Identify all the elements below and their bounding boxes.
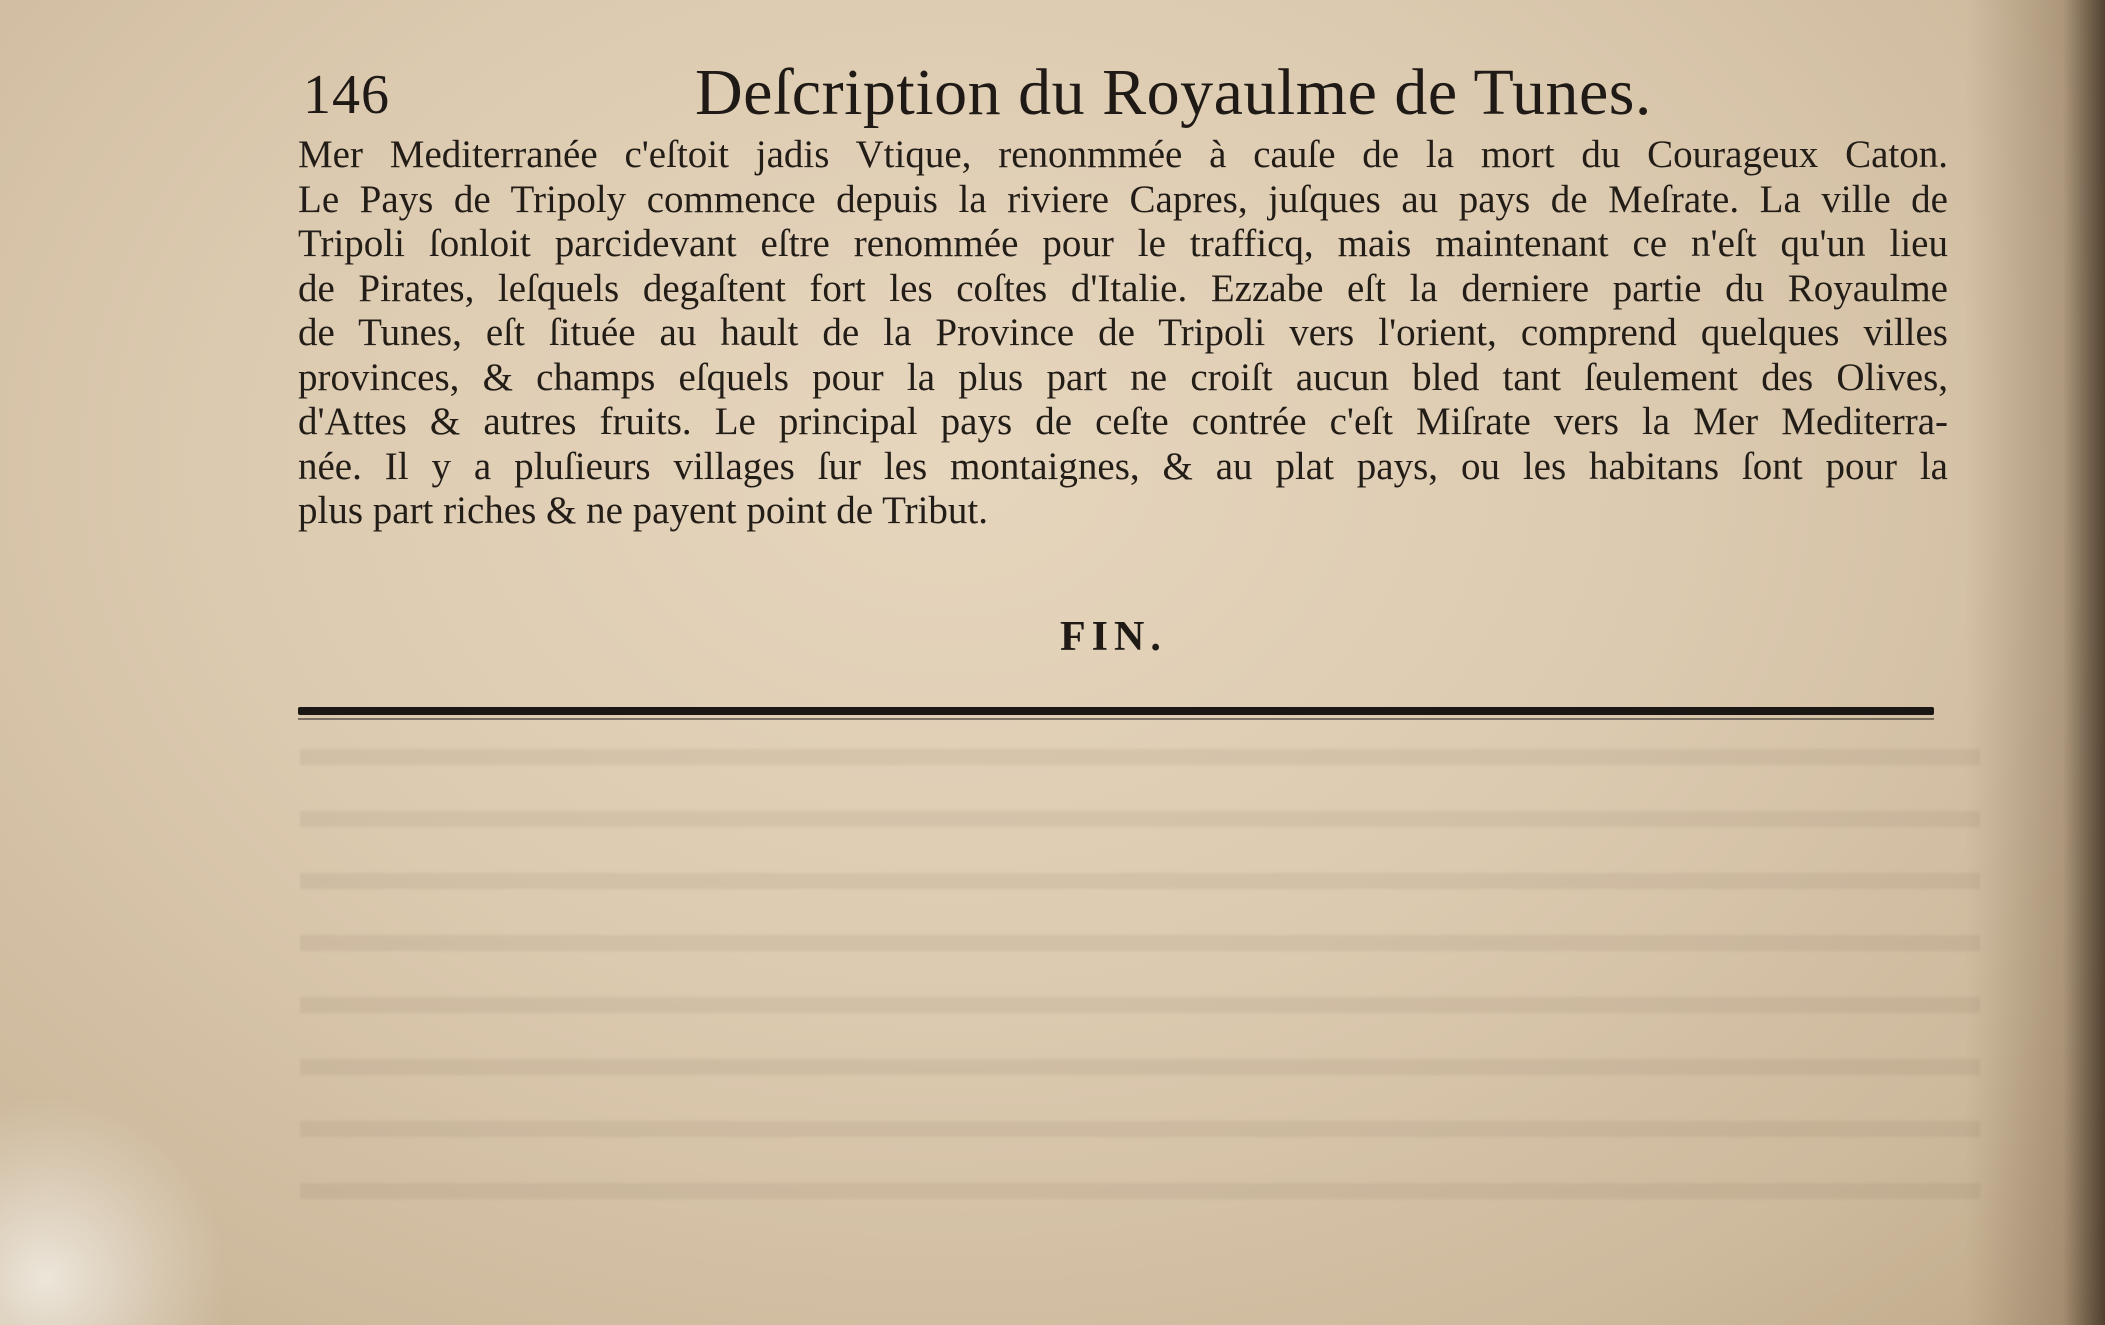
paper-stain [0,1095,230,1325]
text-line: née. Il y a pluſieurs villages ſur les montaignes, & au plat pays, ou les habitans ſont pour la [298,444,1948,488]
running-title: Deſcription du Royaulme de Tunes. [695,56,1652,129]
page-number: 146 [303,64,390,126]
text-line: Mer Mediterranée c'eſtoit jadis Vtique, renonmmée à cauſe de la mort du Courageux Caton. [298,133,1948,176]
fin-marker: FIN. [1060,614,1167,660]
text-line: Le Pays de Tripoly commence depuis la riviere Capres, juſques au pays de Meſrate. La ville de [298,177,1948,221]
text-line: Tripoli ſonloit parcidevant eſtre renommée pour le trafficq, mais maintenant ce n'eſt qu'un lieu [298,222,1948,265]
text-line: provinces, & champs eſquels pour la plus part ne croiſt aucun bled tant ſeulement des Olives, [298,355,1948,399]
body-paragraph [298,133,1948,534]
page-header [295,55,1945,135]
text-line: de Tunes, eſt ſituée au hault de la Province de Tripoli vers l'orient, comprend quelques villes [298,311,1948,354]
horizontal-rule [298,707,1934,715]
horizontal-rule-shadow [298,718,1934,720]
text-line: d'Attes & autres fruits. Le principal pays de ceſte contrée c'eſt Miſrate vers la Mer Mediterra- [298,400,1948,443]
text-line: plus part riches & ne payent point de Tribut. [298,489,989,532]
text-line: de Pirates, leſquels degaſtent fort les coſtes d'Italie. Ezzabe eſt la derniere partie du Royaulme [298,266,1948,310]
